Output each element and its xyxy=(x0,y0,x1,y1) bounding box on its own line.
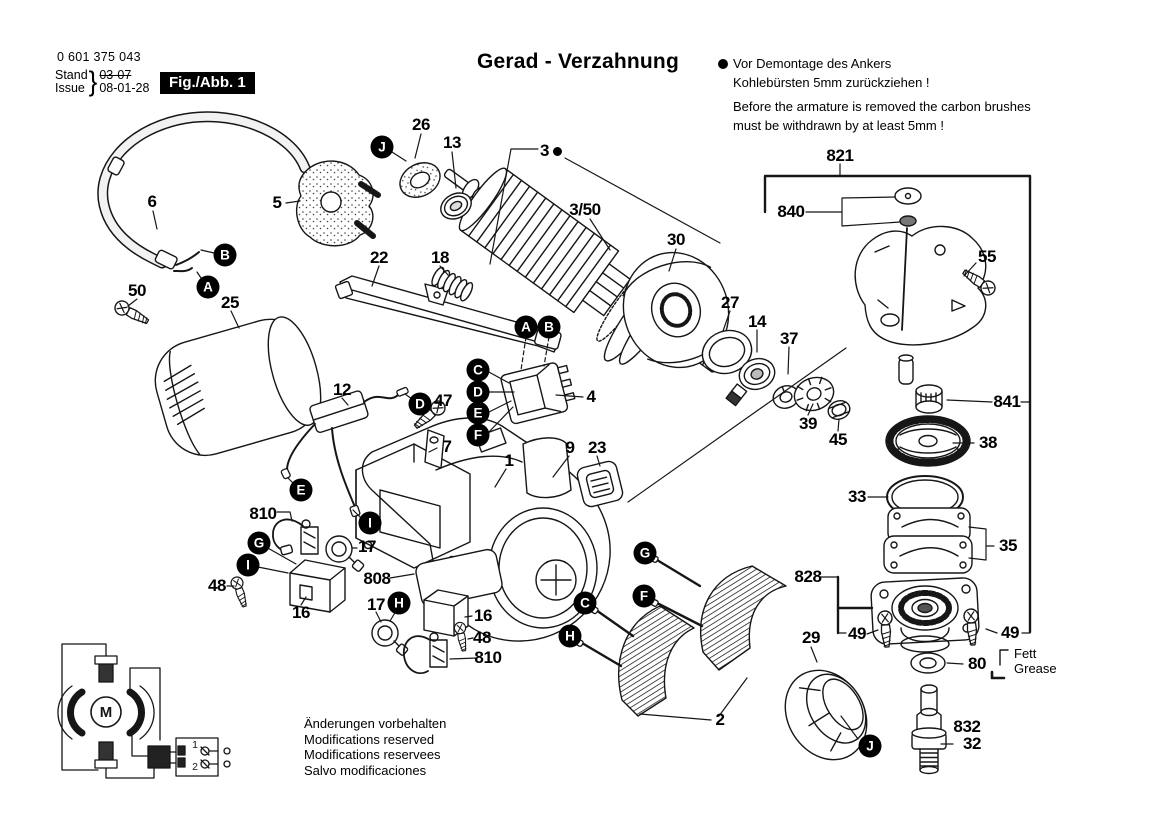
part-label-821-10: 821 xyxy=(826,146,854,165)
field-coil-right-drawing xyxy=(701,566,786,670)
part-label-5-25: 5 xyxy=(272,193,282,212)
brush-upper-drawing xyxy=(273,520,318,556)
part-label-48-39: 48 xyxy=(207,576,227,595)
bullet-icon xyxy=(718,59,728,69)
housing-cap-drawing xyxy=(146,309,332,465)
revision-footer xyxy=(304,716,446,778)
part-label-35-16: 35 xyxy=(998,536,1018,555)
part-label-18-29: 18 xyxy=(430,248,450,267)
part-label-80-20: 80 xyxy=(967,654,987,673)
callout-H-18: H xyxy=(559,625,582,648)
note-de-line1: Vor Demontage des Ankers xyxy=(733,56,892,71)
gear-housing-drawing xyxy=(855,226,986,384)
footer-line-es: Salvo modificaciones xyxy=(304,762,427,778)
issue-label: Issue xyxy=(55,80,85,95)
footer-line-de: Änderungen vorbehalten xyxy=(304,716,447,731)
part-label-828-17: 828 xyxy=(794,567,822,586)
part-label-50-26: 50 xyxy=(127,281,147,300)
part-label-26-0: 26 xyxy=(411,115,431,134)
part-label-48-44: 48 xyxy=(472,628,492,647)
part-label-3-50-3: 3/50 xyxy=(569,200,601,219)
warning-note xyxy=(718,55,1031,135)
motor-symbol-label: M xyxy=(99,704,113,721)
power-cord-drawing xyxy=(103,117,305,271)
callout-F-8: F xyxy=(467,424,490,447)
callout-E-7: E xyxy=(467,402,490,425)
mains-plug-drawing xyxy=(297,161,378,246)
part-label-49-18: 49 xyxy=(847,624,867,643)
part-label-4-33: 4 xyxy=(586,387,596,406)
part-label-39-8: 39 xyxy=(798,414,818,433)
bracket-828 xyxy=(838,577,872,633)
contact-2-label: 2 xyxy=(192,761,198,773)
part-label-808-41: 808 xyxy=(363,569,391,588)
callout-I-11: I xyxy=(359,512,382,535)
brush-lower-drawing xyxy=(404,633,447,673)
part-label-9-34: 9 xyxy=(565,438,575,457)
callout-J-19: J xyxy=(859,735,882,758)
part-label-37-7: 37 xyxy=(779,329,799,348)
part-label-1-36: 1 xyxy=(504,451,514,470)
part-label-12-30: 12 xyxy=(332,380,352,399)
callout-D-6: D xyxy=(467,381,490,404)
figure-label: Fig./Abb. 1 xyxy=(160,72,255,94)
note-en-line2: must be withdrawn by at least 5mm ! xyxy=(733,117,944,133)
callout-B-4: B xyxy=(538,316,561,339)
crown-gear-drawing xyxy=(886,416,970,466)
part-label-841-13: 841 xyxy=(993,392,1021,411)
part-label-7-32: 7 xyxy=(442,437,452,456)
issue-date: 08-01-28 xyxy=(99,80,150,95)
clamping-cover-drawing xyxy=(769,655,883,775)
callout-G-12: G xyxy=(248,532,271,555)
suppressor-symbol xyxy=(148,746,170,768)
part-label-810-37: 810 xyxy=(249,504,277,523)
document-number: 0 601 375 043 xyxy=(57,50,141,64)
field-coil-left-drawing xyxy=(619,606,694,716)
part-label-832-21: 832 xyxy=(953,717,981,736)
callout-C-17: C xyxy=(574,592,597,615)
part-label-17-42: 17 xyxy=(366,595,386,614)
part-label-49-19: 49 xyxy=(1000,623,1020,642)
callout-J-0: J xyxy=(371,136,394,159)
footer-line-fr: Modifications reservees xyxy=(304,747,441,762)
part-label-55-12: 55 xyxy=(977,247,997,266)
callout-C-5: C xyxy=(467,359,490,382)
part-label-17-38: 17 xyxy=(357,537,377,556)
part-label-25-27: 25 xyxy=(220,293,240,312)
part-label-16-43: 16 xyxy=(473,606,493,625)
part-label-38-14: 38 xyxy=(978,433,998,452)
grease-arrow xyxy=(992,672,1004,678)
screw-48-upper-drawing xyxy=(230,576,251,609)
part-label-16-40: 16 xyxy=(291,603,311,622)
part-label-23-35: 23 xyxy=(587,438,607,457)
page-title: Gerad - Verzahnung xyxy=(477,50,679,73)
part-label-30-4: 30 xyxy=(666,230,686,249)
part-label-810-45: 810 xyxy=(474,648,502,667)
bearing-26-drawing xyxy=(394,156,446,204)
stand-date: 03-07 xyxy=(99,67,132,82)
sleeve-841-drawing xyxy=(916,385,942,413)
note-en-line1: Before the armature is removed the carbon brushes xyxy=(733,99,1031,114)
part-label-22-28: 22 xyxy=(369,248,389,267)
part-label-45-9: 45 xyxy=(828,430,848,449)
callout-G-15: G xyxy=(634,542,657,565)
part-label-32-22: 32 xyxy=(962,734,982,753)
washer-80-drawing xyxy=(911,653,945,673)
wiring-schematic xyxy=(58,644,230,778)
part-label-2-46: 2 xyxy=(715,710,725,729)
flap-9-drawing xyxy=(523,438,571,498)
footer-line-en: Modifications reserved xyxy=(304,731,435,747)
grease-note-en: Grease xyxy=(1014,660,1057,676)
motor-housing-drawing xyxy=(362,418,610,641)
part-label-6-24: 6 xyxy=(147,192,157,211)
stand-label: Stand xyxy=(55,67,88,82)
callout-F-16: F xyxy=(633,585,656,608)
part-label-13-1: 13 xyxy=(442,133,462,152)
callout-A-2: A xyxy=(197,276,220,299)
callout-I-13: I xyxy=(237,554,260,577)
part-label-840-11: 840 xyxy=(777,202,805,221)
grease-mark xyxy=(1000,650,1008,665)
callout-D-9: D xyxy=(409,393,432,416)
part-label-27-5: 27 xyxy=(720,293,740,312)
callout-E-10: E xyxy=(290,479,313,502)
part-label-33-15: 33 xyxy=(847,487,867,506)
part-label-47-31: 47 xyxy=(433,391,453,410)
callout-B-1: B xyxy=(214,244,237,267)
brace-glyph: } xyxy=(88,65,98,97)
brush-holder-upper-drawing xyxy=(290,560,345,612)
key-block-drawing xyxy=(726,384,747,406)
grease-note-de: Fett xyxy=(1014,646,1037,661)
spindle-drawing xyxy=(912,685,946,774)
part-label-3-2: 3 xyxy=(540,141,562,161)
switch-button-drawing xyxy=(576,460,624,508)
note-de-line2: Kohlebürsten 5mm zurückziehen ! xyxy=(733,74,930,90)
grease-note xyxy=(1014,647,1057,676)
contact-1-label: 1 xyxy=(192,739,198,751)
callout-H-14: H xyxy=(388,592,411,615)
callout-A-3: A xyxy=(515,316,538,339)
gasket-plates-drawing xyxy=(884,508,972,573)
revision-block xyxy=(55,66,149,97)
part-label-29-23: 29 xyxy=(801,628,821,647)
part-label-14-6: 14 xyxy=(747,312,767,331)
